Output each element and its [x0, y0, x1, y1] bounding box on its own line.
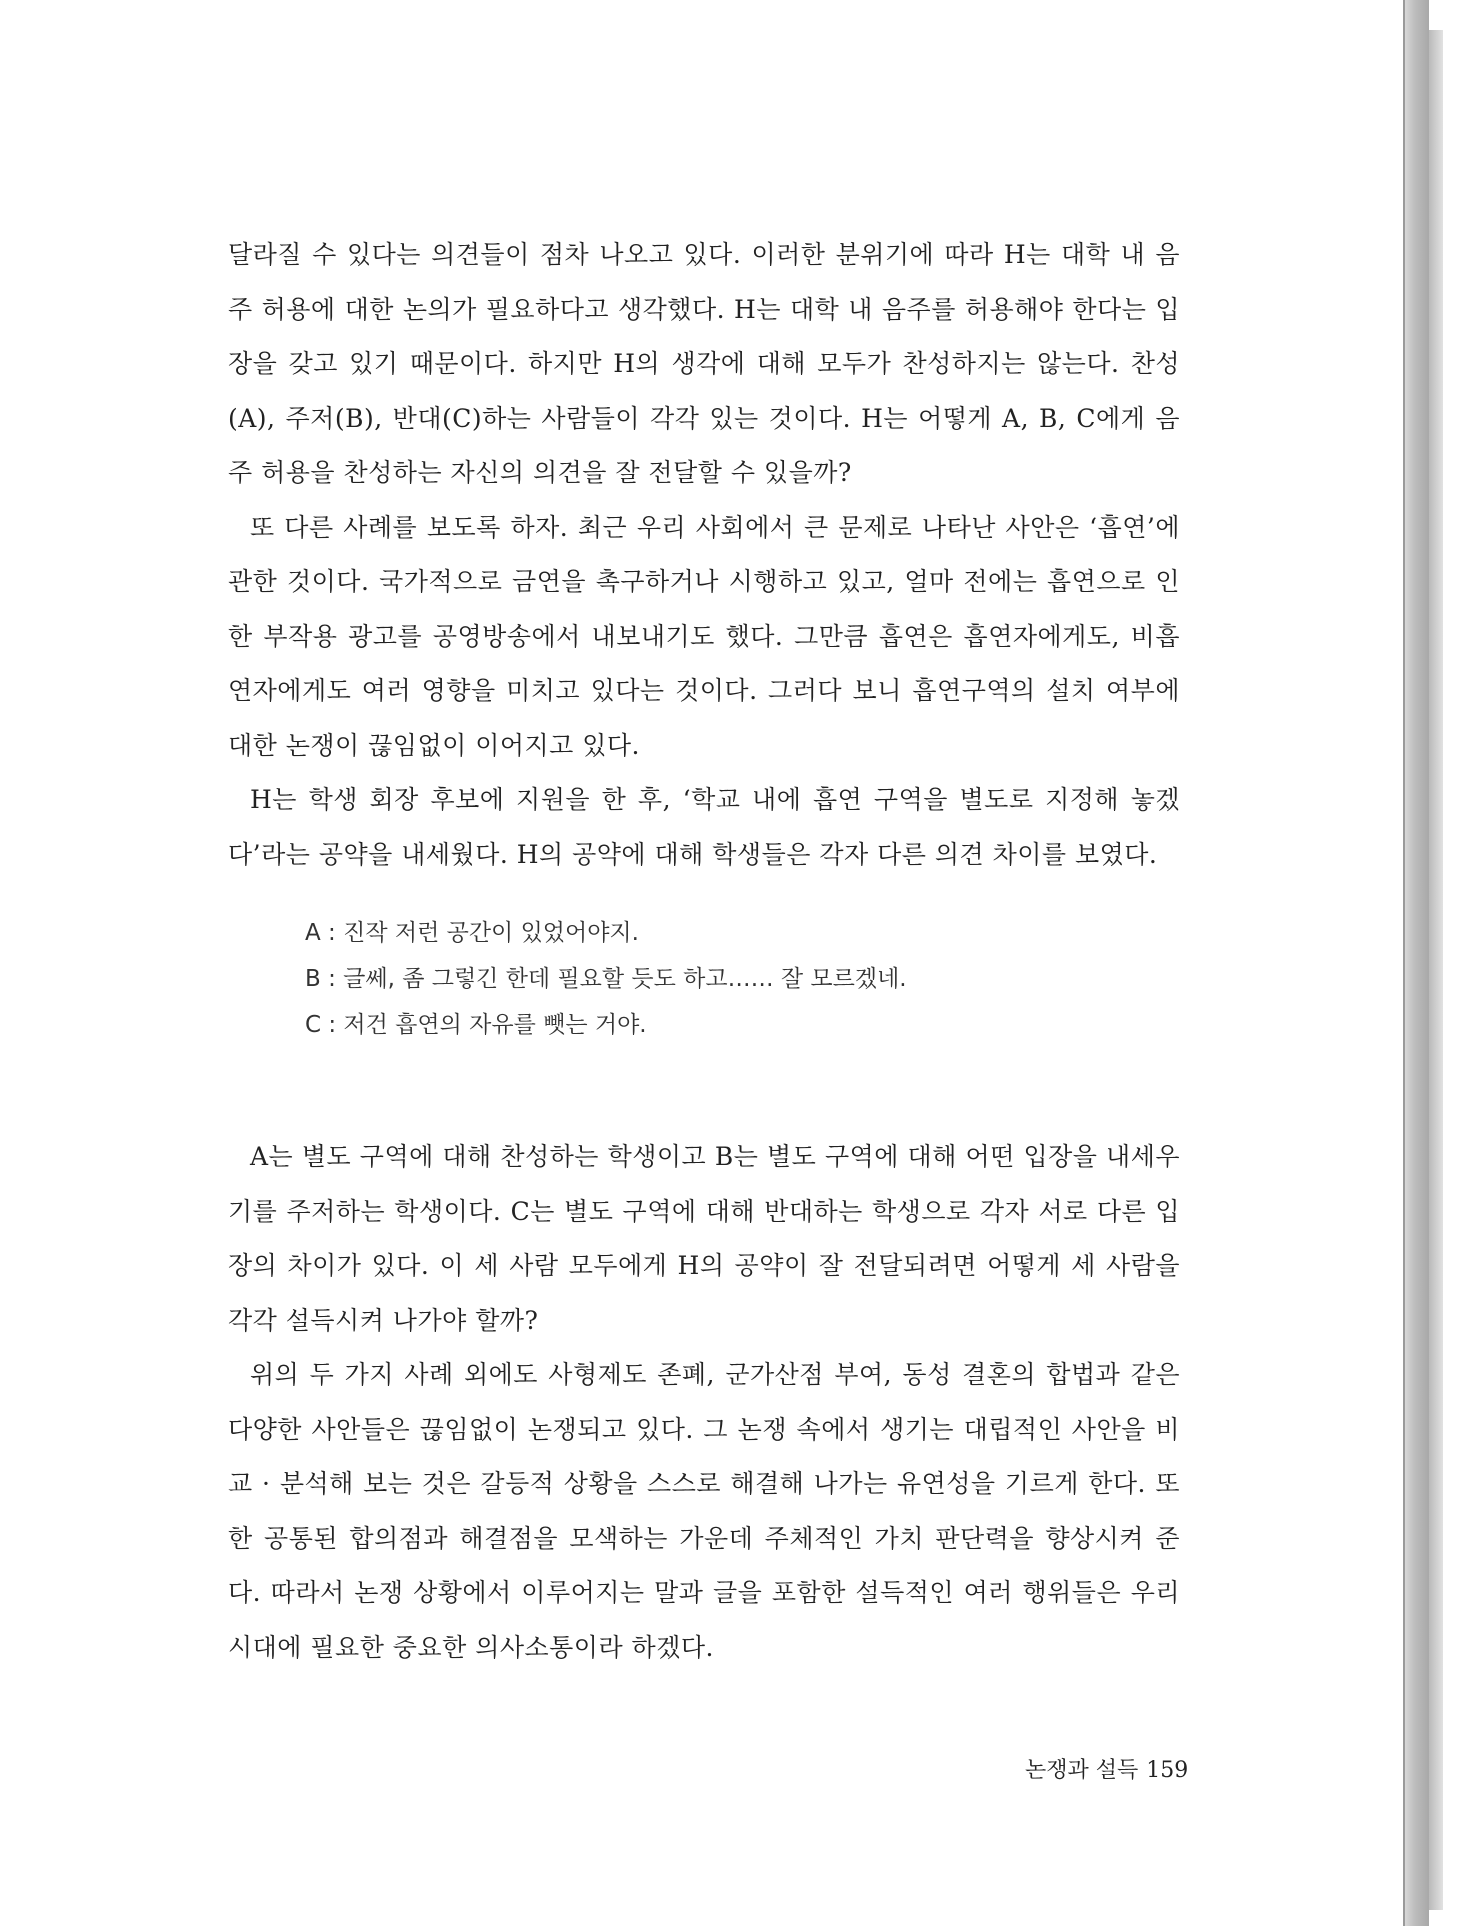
paragraph: A는 별도 구역에 대해 찬성하는 학생이고 B는 별도 구역에 대해 어떤 입장을 내세우기를 주저하는 학생이다. C는 별도 구역에 대해 반대하는 학생으로 각자 서로 다른 입장의 차이가 있다. 이 세 사람 모두에게 H의 공약이 잘 전달되려면 어떻게 세 사람을 각각 설득시켜 나가야 할까?: [228, 1142, 1180, 1335]
paragraph: 또 다른 사례를 보도록 하자. 최근 우리 사회에서 큰 문제로 나타난 사안은 ‘흡연’에 관한 것이다. 국가적으로 금연을 촉구하거나 시행하고 있고, 얼마 전에는 흡연으로 인한 부작용 광고를 공영방송에서 내보내기도 했다. 그만큼 흡연은 흡연자에게도, 비흡연자에게도 여러 영향을 미치고 있다는 것이다. 그러다 보니 흡연구역의 설치 여부에 대한 논쟁이 끊임없이 이어지고 있다.: [228, 512, 1180, 760]
page-edge-shadow: [1405, 0, 1429, 1926]
running-title: 논쟁과 설득: [1025, 1758, 1139, 1783]
page-number: 159: [1146, 1758, 1189, 1783]
paragraph: 달라질 수 있다는 의견들이 점차 나오고 있다. 이러한 분위기에 따라 H는 대학 내 음주 허용에 대한 논의가 필요하다고 생각했다. H는 대학 내 음주를 허용해야 한다는 입장을 갖고 있기 때문이다. 하지만 H의 생각에 대해 모두가 찬성하지는 않는다. 찬성(A), 주저(B), 반대(C)하는 사람들이 각각 있는 것이다. H는 어떻게 A, B, C에게 음주 허용을 찬성하는 자신의 의견을 잘 전달할 수 있을까?: [228, 240, 1180, 487]
page-stack-edge: [1429, 30, 1443, 1910]
dialog-quotes: [305, 910, 907, 1048]
dialog-line-b: B : 글쎄, 좀 그렇긴 한데 필요할 듯도 하고…… 잘 모르겠네.: [305, 966, 907, 992]
page-footer: [1025, 1753, 1188, 1784]
body-text-bottom: [228, 1130, 1180, 1675]
paragraph: 위의 두 가지 사례 외에도 사형제도 존폐, 군가산점 부여, 동성 결혼의 합법과 같은 다양한 사안들은 끊임없이 논쟁되고 있다. 그 논쟁 속에서 생기는 대립적인 사안을 비교 · 분석해 보는 것은 갈등적 상황을 스스로 해결해 나가는 유연성을 기르게 한다. 또한 공통된 합의점과 해결점을 모색하는 가운데 주체적인 가치 판단력을 향상시켜 준다. 따라서 논쟁 상황에서 이루어지는 말과 글을 포함한 설득적인 여러 행위들은 우리 시대에 필요한 중요한 의사소통이라 하겠다.: [228, 1360, 1180, 1662]
dialog-line-c: C : 저건 흡연의 자유를 뺏는 거야.: [305, 1012, 647, 1038]
paragraph: H는 학생 회장 후보에 지원을 한 후, ‘학교 내에 흡연 구역을 별도로 지정해 놓겠다’라는 공약을 내세웠다. H의 공약에 대해 학생들은 각자 다른 의견 차이를 보였다.: [228, 785, 1180, 869]
body-text-top: [228, 228, 1180, 882]
dialog-line-a: A : 진작 저런 공간이 있었어야지.: [305, 920, 639, 946]
